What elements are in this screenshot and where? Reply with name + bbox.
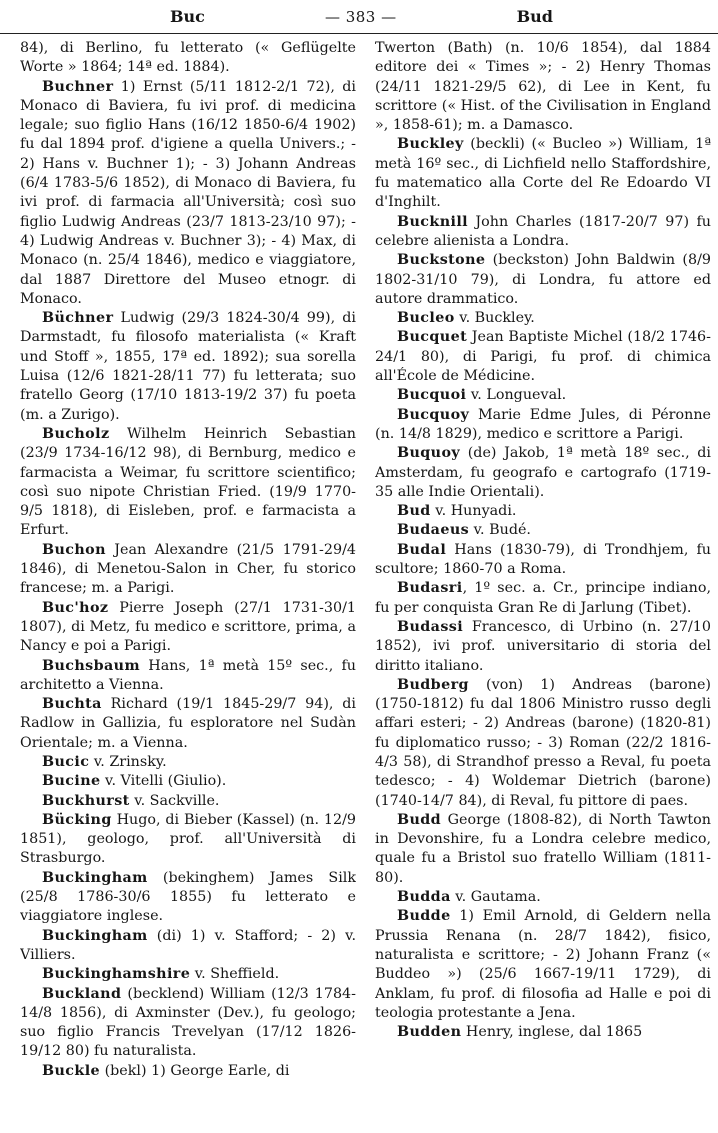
entry-text: 84), di Berlino, fu letterato (« Geflügelte Worte » 1864; 14ª ed. 1884). (20, 40, 356, 76)
dictionary-entry (20, 39, 356, 78)
entry-text: Richard (19/1 1845-29/7 94), di Radlow in Gallizia, fu esploratore nel Sudàn Orientale; m. a Vienna. (20, 696, 356, 751)
dictionary-entry (375, 309, 711, 328)
left-column (20, 39, 356, 1129)
dictionary-entry (375, 39, 711, 135)
entry-text: (bekinghem) James Silk (25/8 1786-30/6 1855) fu letterato e viaggiatore inglese. (20, 869, 356, 925)
entry-headword: Buckland (42, 985, 122, 1002)
entry-headword: Bud (397, 503, 431, 520)
entry-text: Marie Edme Jules, di Péronne (n. 14/8 1829), medico e scrittore a Parigi. (375, 406, 711, 442)
entry-text: v. Gautama. (450, 889, 541, 906)
entry-headword: Bucholz (42, 425, 110, 442)
entry-headword: Buchon (42, 541, 106, 558)
entry-text: 1) Ernst (5/11 1812-2/1 72), di Monaco di Baviera, fu ivi prof. di medicina legale; suo figlio Hans (16/12 1850-6/4 1902) fu dal 1894 prof. d'igiene a quella Univers.; - 2) Hans v. Buchner 1); - 3) Johann Andreas (6/4 1783-5/6 1852), di Monaco di Baviera, fu ivi prof. di farmacia all'Università; così suo figlio Ludwig Andreas (23/7 1813-23/10 97); - 4) Ludwig Andreas v. Buchner 3); - 4) Max, di Monaco (n. 25/4 1846), medico e viaggiatore, dal 1887 Direttore del Museo etnogr. di Monaco. (20, 78, 356, 307)
entry-text: Pierre Joseph (27/1 1731-30/1 1807), di Metz, fu medico e scrittore, prima, a Nancy e poi a Parigi. (20, 599, 356, 655)
dictionary-entry (20, 309, 356, 425)
entry-text: v. Sackville. (129, 792, 220, 809)
entry-headword: Buckley (397, 136, 464, 153)
dictionary-entry (20, 772, 356, 791)
dictionary-entry (20, 695, 356, 753)
entry-text: (di) 1) v. Stafford; - 2) v. Villiers. (20, 927, 356, 963)
entry-text: , 1º sec. a. Cr., principe indiano, fu per conquista Gran Re di Jarlung (Tibet). (375, 580, 711, 616)
entry-text: Henry, inglese, dal 1865 (461, 1024, 643, 1041)
dictionary-entry (20, 599, 356, 657)
dictionary-entry (20, 965, 356, 984)
dictionary-entry (375, 1023, 711, 1042)
entry-text: v. Buckley. (454, 310, 535, 327)
dictionary-entry (375, 888, 711, 907)
entry-text: 1) Emil Arnold, di Geldern nella Prussia Renana (n. 28/7 1842), fisico, naturalista e scrittore; - 2) Johann Franz (« Buddeo ») (25/6 1667-19/11 1729), di Anklam, fu prof. di filosofia ad Halle e poi di teologia protestante a Jena. (375, 908, 711, 1021)
entry-headword: Budberg (397, 676, 469, 693)
entry-text: v. Hunyadi. (430, 503, 517, 520)
dictionary-entry (375, 251, 711, 309)
page-number: — 383 — (324, 7, 397, 26)
entry-text: Wilhelm Heinrich Sebastian (23/9 1734-16/12 98), di Bernburg, medico e farmacista a Weimar, fu scrittore scientifico; così suo nipote Christian Fried. (19/9 1770-9/5 1818), di Eisleben, prof. e farmacista a Erfurt. (20, 425, 356, 539)
dictionary-entry (375, 579, 711, 618)
entry-headword: Buckinghamshire (42, 966, 191, 983)
entry-text: (beckston) John Baldwin (8/9 1802-31/10 79), di Londra, fu attore ed autore drammatico. (375, 252, 711, 307)
entry-text: Hugo, di Bieber (Kassel) (n. 12/9 1851), geologo, prof. all'Università di Strasburgo. (20, 811, 356, 867)
entry-headword: Budd (397, 811, 442, 828)
entry-headword: Budaeus (397, 522, 470, 539)
page-header (0, 0, 718, 34)
entry-text: (von) 1) Andreas (barone) (1750-1812) fu dal 1806 Ministro russo degli affari esteri; - 2) Andreas (barone) (1820-81) fu diplomatico russo; - 3) Roman (22/2 1816-4/3 58), di Strandhof presso a Reval, fu poeta tedesco; - 4) Woldemar Dietrich (barone) (1740-14/7 84), di Reval, fu pittore di paes. (375, 676, 711, 809)
dictionary-entry (20, 811, 356, 869)
entry-headword: Bucquoi (397, 387, 467, 404)
dictionary-entry (20, 541, 356, 599)
entry-text: v. Vitelli (Giulio). (100, 773, 227, 790)
entry-text: John Charles (1817-20/7 97) fu celebre alienista a Londra. (375, 213, 711, 249)
dictionary-entry (20, 869, 356, 927)
entry-text: Twerton (Bath) (n. 10/6 1854), dal 1884 editore dei « Times »; - 2) Henry Thomas (24/11 1821-29/5 62), di Lee in Kent, fu scrittore (« Hist. of the Civilisation in England », 1858-61); m. a Damasco. (375, 40, 711, 134)
entry-headword: Bucknill (397, 213, 468, 230)
right-column (375, 39, 711, 1129)
entry-headword: Bucquet (397, 329, 468, 346)
entry-headword: Bucleo (397, 310, 455, 327)
dictionary-entry (20, 425, 356, 541)
entry-headword: Bucine (42, 773, 101, 790)
entry-text: Jean Alexandre (21/5 1791-29/4 1846), di Menetou-Salon in Cher, fu storico francese; m. a Parigi. (20, 541, 356, 597)
entry-headword: Buchta (42, 696, 102, 713)
entry-headword: Buckingham (42, 927, 148, 944)
entry-headword: Bucquoy (397, 406, 470, 423)
dictionary-entry (375, 135, 711, 212)
entry-headword: Budde (397, 908, 451, 925)
entry-text: v. Zrinsky. (89, 753, 167, 770)
entry-text: Hans, 1ª metà 15º sec., fu architetto a Vienna. (20, 657, 356, 693)
entry-text: (beckli) (« Bucleo ») William, 1ª metà 16º sec., di Lichfield nello Staffordshire, fu matematico alla Corte del Re Edoardo VI d'Inghilt. (375, 136, 711, 211)
dictionary-entry (375, 406, 711, 445)
dictionary-entry (20, 753, 356, 772)
entry-headword: Buckle (42, 1062, 101, 1079)
entry-headword: Budal (397, 541, 447, 558)
entry-text: Hans (1830-79), di Trondhjem, fu scultore; 1860-70 a Roma. (375, 541, 711, 578)
dictionary-entry (375, 618, 711, 676)
entry-text: (de) Jakob, 1ª metà 18º sec., di Amsterdam, fu geografo e cartografo (1719-35 alle Indie Orientali). (375, 445, 711, 500)
entry-text: Jean Baptiste Michel (18/2 1746-24/1 80), di Parigi, fu prof. di chimica all'École de Médicine. (375, 329, 711, 385)
entry-headword: Buckingham (42, 869, 148, 886)
entry-headword: Buc'hoz (42, 599, 109, 616)
entry-headword: Buckhurst (42, 792, 130, 809)
dictionary-entry (20, 657, 356, 696)
entry-text: George (1808-82), di North Tawton in Devonshire, fu a Londra celebre medico, quale fu a Bristol suo fratello William (1811-80). (375, 811, 711, 886)
entry-text: (bekl) 1) George Earle, di (100, 1062, 290, 1079)
dictionary-entry (20, 1062, 356, 1081)
entry-text: Ludwig (29/3 1824-30/4 99), di Darmstadt, fu filosofo materialista (« Kraft und Stoff », 1855, 17ª ed. 1892); sua sorella Luisa (12/6 1821-28/11 77) fu letterata; suo fratello Georg (17/10 1813-19/2 37) fu poeta (m. a Zurigo). (20, 310, 356, 423)
entry-text: v. Sheffield. (190, 966, 280, 983)
dictionary-entry (375, 907, 711, 1023)
entry-headword: Buchsbaum (42, 657, 141, 674)
dictionary-entry (375, 502, 711, 521)
dictionary-entry (375, 386, 711, 405)
header-right-word: Bud (516, 7, 553, 26)
entry-headword: Budden (397, 1024, 462, 1041)
entry-text: v. Budé. (469, 522, 531, 539)
entry-text: v. Longueval. (466, 387, 567, 404)
dictionary-entry (20, 985, 356, 1062)
entry-text: (becklend) William (12/3 1784-14/8 1856), di Axminster (Dev.), fu geologo; suo figlio Francis Trevelyan (17/12 1826-19/12 80) fu naturalista. (20, 985, 356, 1060)
entry-headword: Buquoy (397, 445, 461, 462)
dictionary-entry (20, 78, 356, 310)
entry-headword: Bucic (42, 753, 90, 770)
entry-headword: Buchner (42, 78, 114, 95)
entry-headword: Budasri (397, 580, 463, 597)
entry-headword: Bücking (42, 811, 112, 828)
entry-headword: Büchner (42, 310, 114, 327)
dictionary-entry (375, 444, 711, 502)
dictionary-entry (375, 213, 711, 252)
dictionary-entry (375, 521, 711, 540)
entry-headword: Budassi (397, 618, 464, 635)
entry-headword: Budda (397, 889, 451, 906)
dictionary-entry (375, 811, 711, 888)
entry-headword: Buckstone (397, 252, 486, 269)
header-left-word: Buc (170, 7, 205, 26)
dictionary-entry (20, 927, 356, 966)
dictionary-entry (375, 676, 711, 811)
dictionary-entry (20, 792, 356, 811)
entry-text: Francesco, di Urbino (n. 27/10 1852), ivi prof. universitario di storia del diritto italiano. (375, 618, 711, 674)
dictionary-entry (375, 328, 711, 386)
dictionary-entry (375, 541, 711, 580)
